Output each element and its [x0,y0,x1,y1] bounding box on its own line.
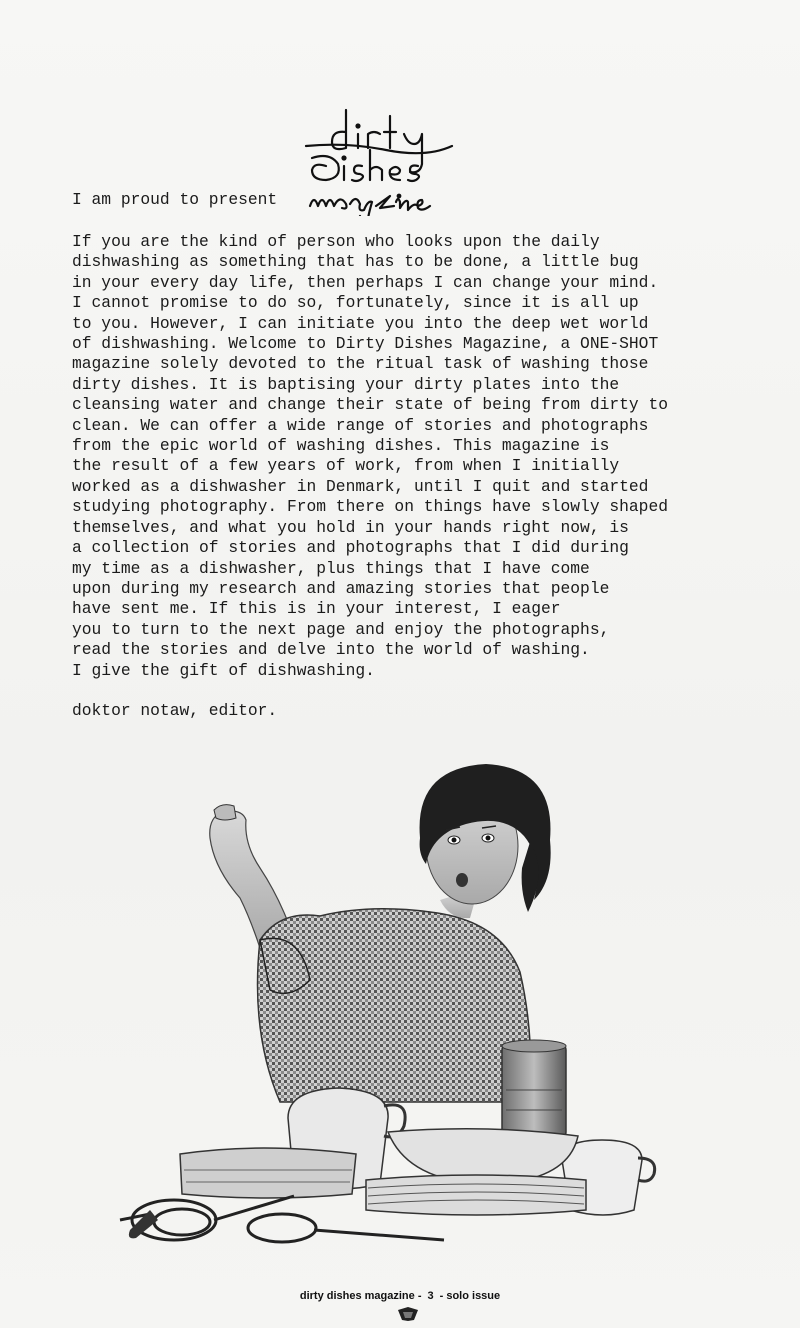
page-footer [0,1290,800,1302]
body-line: dishwashing as something that has to be done, a little bug [72,252,639,272]
body-line: in your every day life, then perhaps I can change your mind. [72,272,659,292]
body-line: of dishwashing. Welcome to Dirty Dishes Magazine, a ONE-SHOT [72,334,659,354]
body-line: If you are the kind of person who looks upon the daily [72,232,600,251]
body-line: the result of a few years of work, from when I initially [72,456,620,476]
body-line: I cannot promise to do so, fortunately, since it is all up [72,293,639,313]
body-line: read the stories and delve into the world of washing. [72,640,590,660]
editor-signature: doktor notaw, editor. [72,701,278,720]
woman-with-dishes-photo [110,750,690,1270]
body-line: magazine solely devoted to the ritual task of washing those [72,354,649,374]
body-line: have sent me. If this is in your interest, I eager [72,599,561,619]
body-line: to you. However, I can initiate you into the deep wet world [72,313,649,333]
intro-text: I am proud to present [72,190,278,209]
body-line: a collection of stories and photographs that I did during [72,538,629,558]
body-line: clean. We can offer a wide range of stories and photographs [72,415,649,435]
body-line: worked as a dishwasher in Denmark, until I quit and started [72,476,649,496]
dirty-dishes-logo [300,86,460,216]
footer-ornament-icon [396,1306,420,1322]
body-line: upon during my research and amazing stories that people [72,578,610,598]
body-line: themselves, and what you hold in your hands right now, is [72,517,629,537]
body-line: my time as a dishwasher, plus things that I have come [72,558,590,578]
body-line: I give the gift of dishwashing. [72,660,375,680]
body-line: cleansing water and change their state of being from dirty to [72,395,668,415]
page-number: 3 [427,1290,434,1302]
body-line: you to turn to the next page and enjoy the photographs, [72,619,610,639]
body-line: studying photography. From there on things have slowly shaped [72,497,668,517]
body-line: from the epic world of washing dishes. This magazine is [72,436,610,456]
footer-left: dirty dishes magazine - [299,1290,422,1302]
footer-right: - solo issue [439,1290,501,1302]
body-line: dirty dishes. It is baptising your dirty plates into the [72,374,620,394]
editorial-body [72,232,762,681]
